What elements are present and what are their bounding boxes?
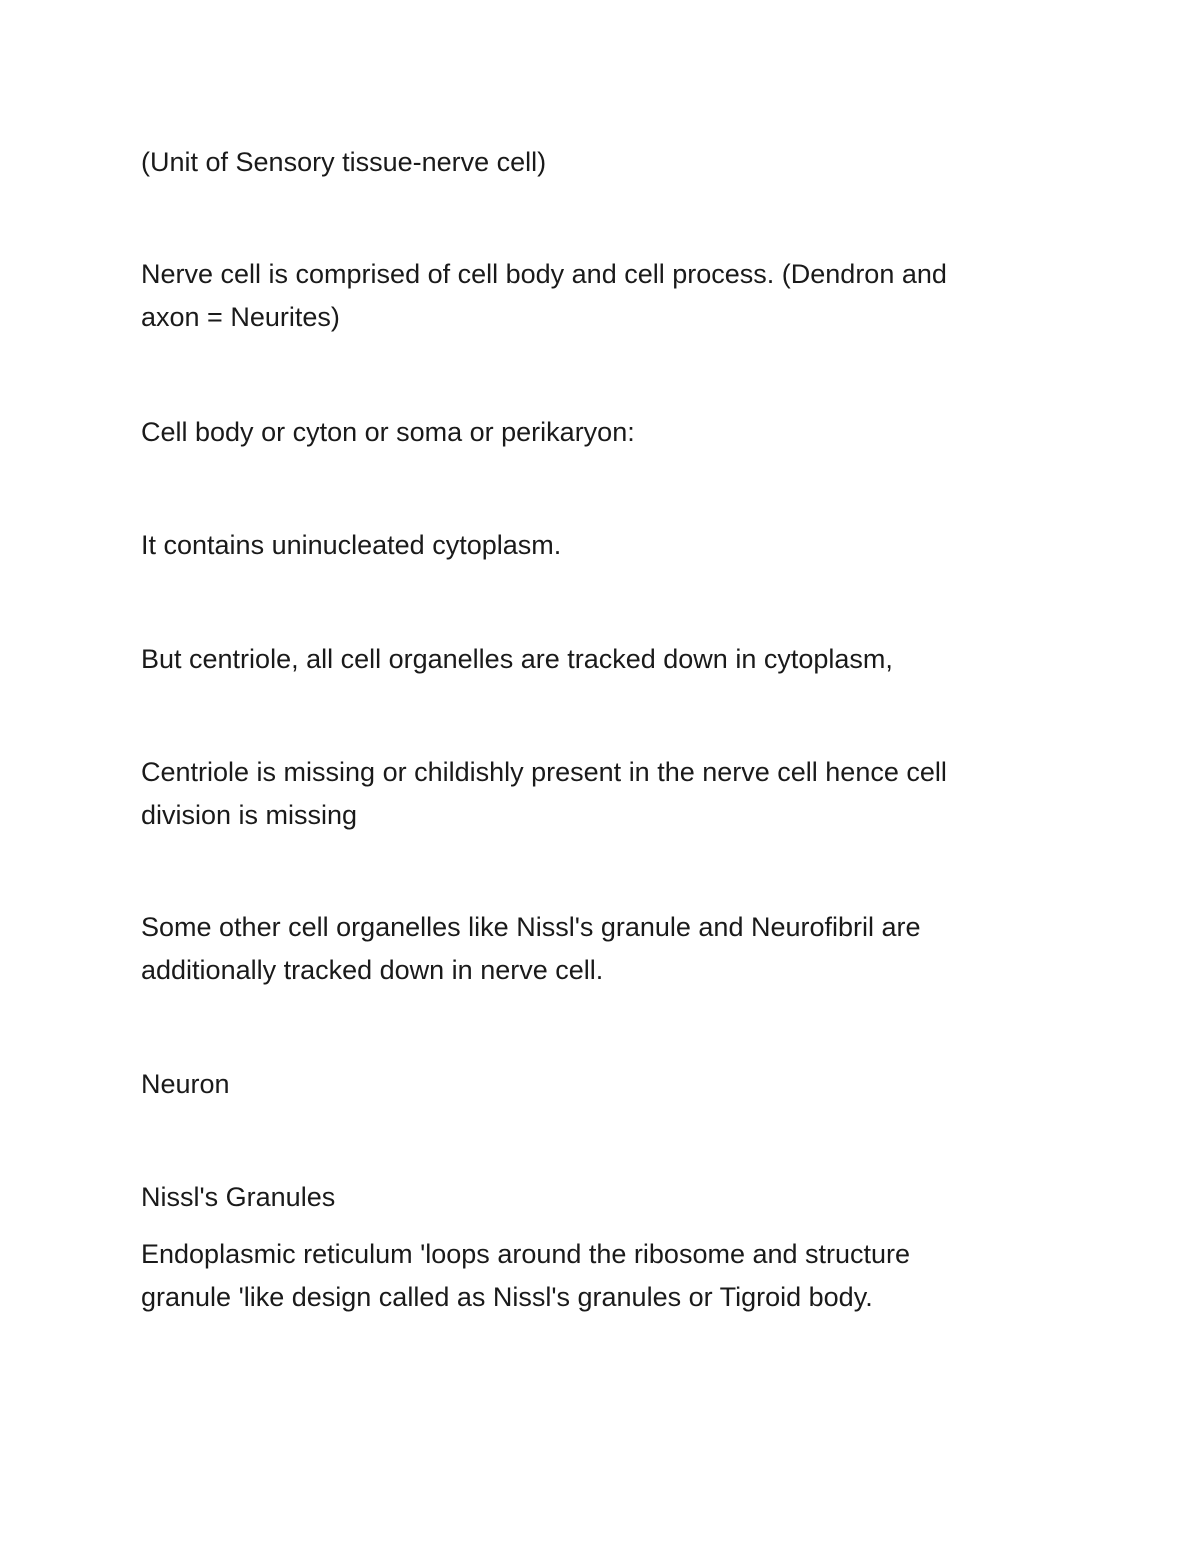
text-line: axon = Neurites) <box>141 302 340 332</box>
paragraph-unit-heading <box>141 141 1041 184</box>
text-line: But centriole, all cell organelles are tracked down in cytoplasm, <box>141 644 893 674</box>
paragraph-centriole-missing <box>141 751 1041 837</box>
text-line: Neuron <box>141 1069 230 1099</box>
paragraph-cytoplasm <box>141 524 1041 567</box>
text-line: Nissl's Granules <box>141 1182 336 1212</box>
text-line: Some other cell organelles like Nissl's granule and Neurofibril are <box>141 912 921 942</box>
paragraph-nerve-cell-definition <box>141 253 1041 339</box>
text-line: division is missing <box>141 800 358 830</box>
text-line: Nerve cell is comprised of cell body and cell process. (Dendron and <box>141 259 947 289</box>
text-line: additionally tracked down in nerve cell. <box>141 955 604 985</box>
text-line: It contains uninucleated cytoplasm. <box>141 530 562 560</box>
paragraph-nissl-definition <box>141 1233 1041 1319</box>
text-line: Centriole is missing or childishly present in the nerve cell hence cell <box>141 757 947 787</box>
paragraph-other-organelles <box>141 906 1041 992</box>
text-line: (Unit of Sensory tissue-nerve cell) <box>141 147 547 177</box>
text-line: Endoplasmic reticulum 'loops around the ribosome and structure <box>141 1239 911 1269</box>
paragraph-centriole-organelles <box>141 638 1041 681</box>
paragraph-nissl-heading <box>141 1176 1041 1219</box>
text-line: Cell body or cyton or soma or perikaryon: <box>141 417 635 447</box>
paragraph-neuron-heading <box>141 1063 1041 1106</box>
text-line: granule 'like design called as Nissl's granules or Tigroid body. <box>141 1282 873 1312</box>
paragraph-cell-body-heading <box>141 411 1041 454</box>
